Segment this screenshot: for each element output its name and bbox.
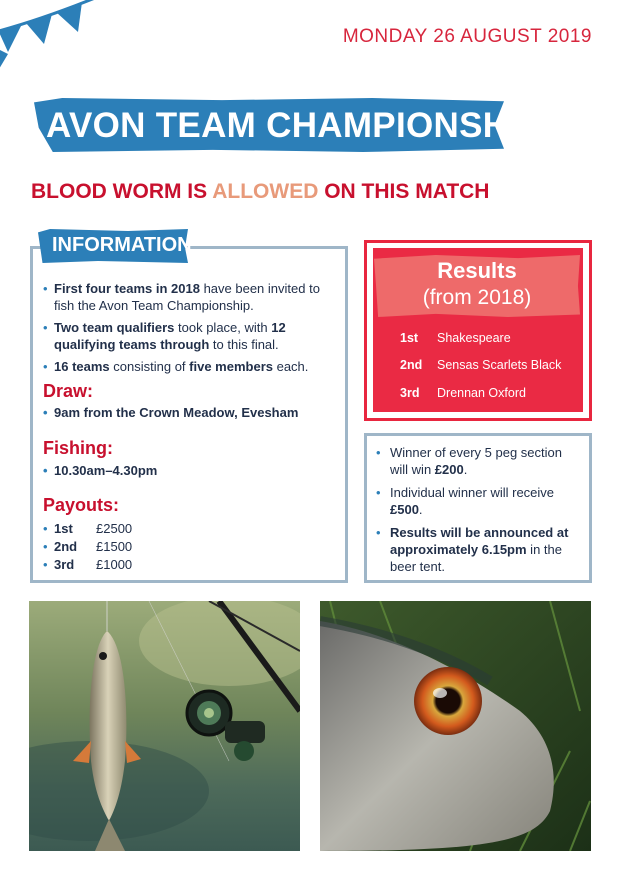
note-text: .	[418, 502, 423, 517]
draw-text: • 9am from the Crown Meadow, Evesham	[43, 404, 339, 421]
information-heading: INFORMATION	[52, 234, 192, 256]
results-team: Shakespeare	[437, 331, 511, 345]
bunting-decoration	[0, 0, 110, 80]
info-item-bold: five members	[189, 359, 273, 374]
notice-highlight: ALLOWED	[212, 180, 319, 203]
blood-worm-notice	[31, 180, 489, 204]
notes-list	[376, 444, 582, 581]
results-row	[400, 358, 561, 372]
fishing-text: • 10.30am–4.30pm	[43, 462, 339, 479]
payouts-list	[43, 520, 339, 574]
note-item-results-time	[376, 524, 582, 575]
note-text: in the beer tent.	[390, 542, 562, 574]
payout-row	[43, 538, 339, 556]
info-item-bold: First four teams in 2018	[54, 281, 200, 296]
payout-place: 1st	[54, 521, 73, 536]
fishing-heading: Fishing:	[43, 438, 113, 458]
info-item-bold: 16 teams	[54, 359, 110, 374]
note-text: .	[463, 462, 468, 477]
info-item-teams	[43, 358, 339, 375]
payout-amount: £1000	[96, 557, 133, 572]
draw-heading: Draw:	[43, 381, 94, 401]
note-item-section-prize	[376, 444, 582, 478]
payout-amount: £2500	[96, 521, 133, 536]
note-text: Individual winner will receive	[390, 485, 555, 500]
note-bold: £500	[390, 502, 419, 517]
info-item-text: to this final.	[209, 337, 279, 352]
payout-amount: £1500	[96, 539, 133, 554]
results-title: Results	[437, 258, 517, 283]
note-bold: £200	[434, 462, 464, 477]
note-text: Winner of every 5 peg section will win	[390, 445, 562, 477]
payout-row	[43, 520, 339, 538]
results-team: Drennan Oxford	[437, 386, 526, 400]
page-title: AVON TEAM CHAMPIONSHIP	[46, 106, 542, 145]
fish-on-rod-photo	[29, 601, 300, 851]
event-date: MONDAY 26 AUGUST 2019	[342, 26, 592, 47]
notice-part2: ON THIS MATCH	[318, 180, 490, 203]
notice-part1: BLOOD WORM IS	[31, 180, 213, 203]
results-team: Sensas Scarlets Black	[437, 358, 562, 372]
info-item-bold: 12 qualifying teams through	[54, 320, 286, 352]
results-place: 3rd	[400, 386, 420, 400]
info-item-text: each.	[272, 359, 309, 374]
payout-place: 3rd	[54, 557, 75, 572]
info-item-text: took place, with	[174, 320, 272, 335]
payout-row	[43, 556, 339, 574]
information-list	[43, 280, 339, 574]
note-item-individual-prize	[376, 484, 582, 518]
info-item-qualifiers	[43, 319, 339, 353]
info-item-bold: Two team qualifiers	[54, 320, 175, 335]
results-subtitle: (from 2018)	[422, 286, 532, 309]
results-row	[400, 331, 511, 345]
payouts-heading: Payouts:	[43, 495, 120, 515]
fish-eye-closeup-photo	[320, 601, 591, 851]
results-place: 2nd	[400, 358, 423, 372]
info-item-text: have been invited to fish the Avon Team Championship.	[54, 281, 320, 313]
results-row	[400, 386, 526, 400]
info-item-invited	[43, 280, 339, 314]
payout-place: 2nd	[54, 539, 78, 554]
results-place: 1st	[400, 331, 419, 345]
note-bold: Results will be announced at approximately 6.15pm	[390, 525, 569, 557]
info-item-text: consisting of	[109, 359, 190, 374]
